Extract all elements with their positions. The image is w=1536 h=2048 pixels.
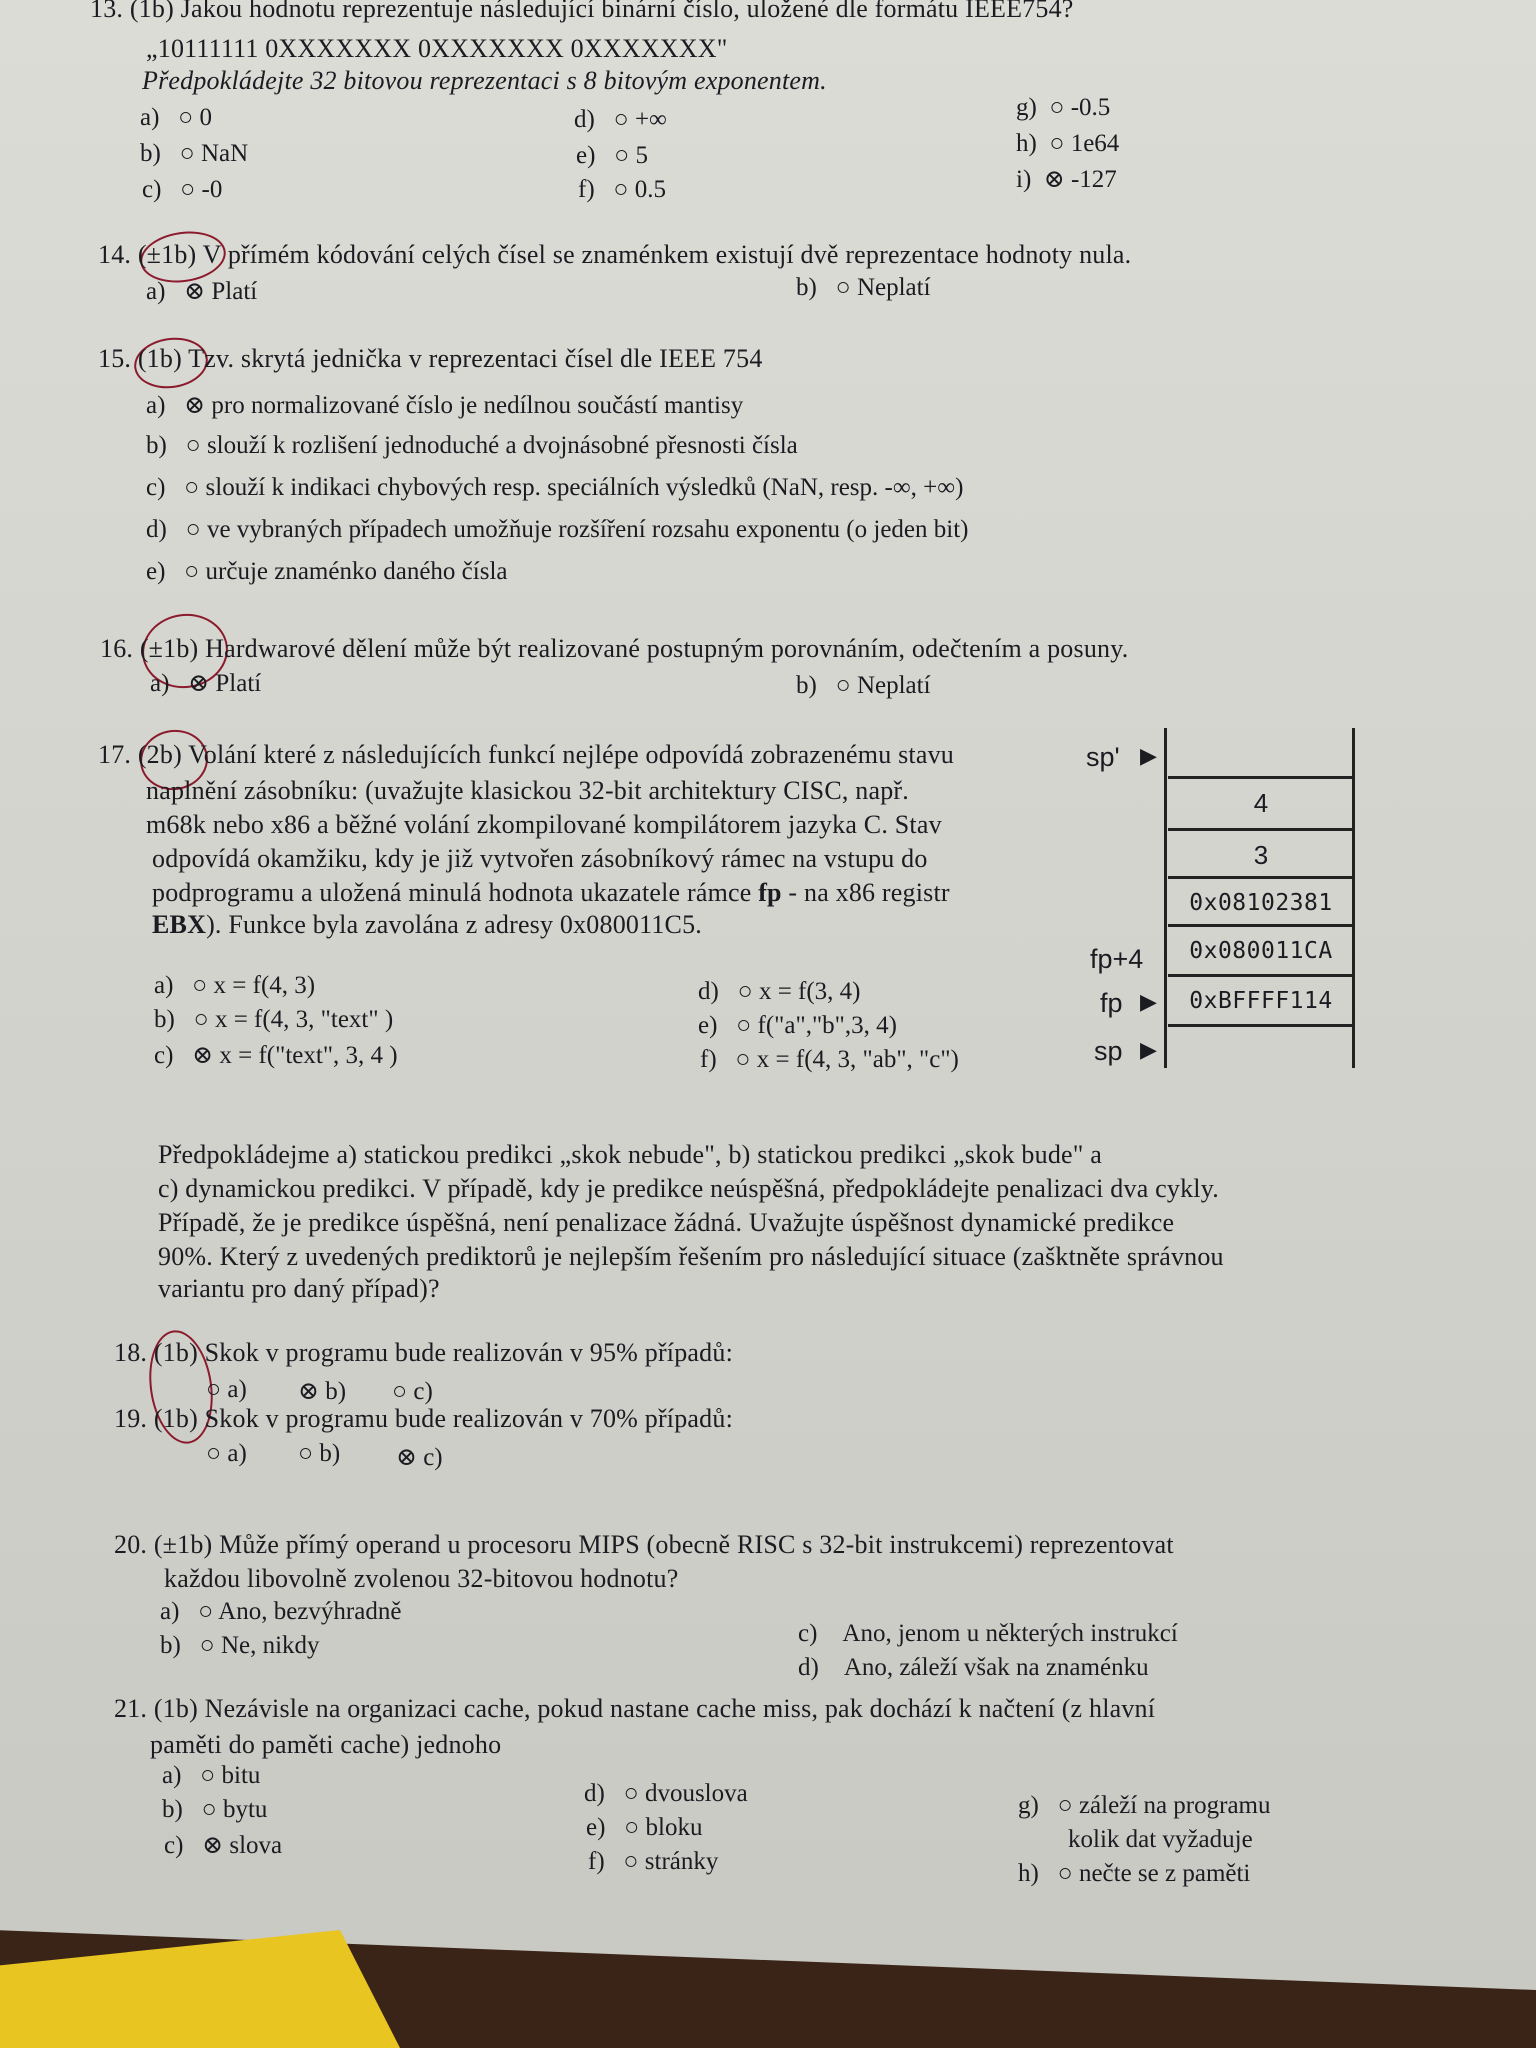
stack-left-border xyxy=(1164,728,1167,1068)
q14-option-b[interactable]: b) ○ Neplatí xyxy=(796,274,931,301)
stack-cell-2: 3 xyxy=(1168,828,1354,879)
q17-line-4: odpovídá okamžiku, kdy je již vytvořen zásobníkový rámec na vstupu do xyxy=(152,844,928,873)
q20-heading: 20. (±1b) Může přímý operand u procesoru MIPS (obecně RISC s 32-bit instrukcemi) reprezentovat xyxy=(114,1530,1174,1559)
q15-option-a[interactable]: a) ⊗ pro normalizované číslo je nedílnou součástí mantisy xyxy=(146,392,744,419)
sp-arrow-icon: ▶ xyxy=(1140,1038,1157,1063)
q13-option-d[interactable]: d) ○ +∞ xyxy=(574,106,667,133)
q19-option-a[interactable]: ○ a) xyxy=(206,1440,247,1467)
prediction-intro-1: Předpokládejme a) statickou predikci „skok nebude", b) statickou predikci „skok bude" a xyxy=(158,1140,1103,1169)
stack-label-fp: fp xyxy=(1100,988,1123,1018)
q17-option-b[interactable]: b) ○ x = f(4, 3, "text" ) xyxy=(154,1006,394,1033)
prediction-intro-3: Případě, že je predikce úspěšná, není penalizace žádná. Uvažujte úspěšnost dynamické predikce xyxy=(158,1208,1175,1237)
q17-line-6: EBX). Funkce byla zavolána z adresy 0x080011C5. xyxy=(152,910,702,939)
q15-heading: 15. (1b) Tzv. skrytá jednička v reprezentaci čísel dle IEEE 754 xyxy=(98,344,763,373)
q13-binary: „10111111 0XXXXXXX 0XXXXXXX 0XXXXXXX" xyxy=(146,34,728,63)
q16-option-b[interactable]: b) ○ Neplatí xyxy=(796,672,931,699)
q17-option-c[interactable]: c) ⊗ x = f("text", 3, 4 ) xyxy=(154,1042,398,1069)
q17-line-5: podprogramu a uložená minulá hodnota ukazatele rámce fp - na x86 registr xyxy=(152,878,950,907)
q13-note: Předpokládejte 32 bitovou reprezentaci s 8 bitovým exponentem. xyxy=(142,66,827,95)
stack-cell-4: 0x080011CA xyxy=(1168,924,1354,975)
q20-option-a[interactable]: a) ○ Ano, bezvýhradně xyxy=(160,1598,402,1625)
q16-heading: 16. (±1b) Hardwarové dělení může být realizované postupným porovnáním, odečtením a posuny. xyxy=(100,634,1129,663)
stack-label-sp-prime: sp' xyxy=(1086,742,1120,772)
q17-option-e[interactable]: e) ○ f("a","b",3, 4) xyxy=(698,1012,897,1039)
q18-option-b[interactable]: ⊗ b) xyxy=(298,1378,347,1405)
q13-option-f[interactable]: f) ○ 0.5 xyxy=(578,176,667,203)
q13-option-e[interactable]: e) ○ 5 xyxy=(576,142,649,169)
q20-option-c[interactable]: c) Ano, jenom u některých instrukcí xyxy=(798,1620,1178,1647)
q15-option-e[interactable]: e) ○ určuje znaménko daného čísla xyxy=(146,558,508,585)
q13-option-g[interactable]: g) ○ -0.5 xyxy=(1016,94,1111,121)
q17-line-2: naplnění zásobníku: (uvažujte klasickou 32-bit architektury CISC, např. xyxy=(146,776,909,805)
q13-number: 13. xyxy=(90,0,124,23)
q13-option-a[interactable]: a) ○ 0 xyxy=(140,104,213,131)
stack-cell-6 xyxy=(1168,1024,1354,1075)
q21-option-e[interactable]: e) ○ bloku xyxy=(586,1814,703,1841)
q13-heading xyxy=(90,0,1074,24)
q20-line-2: každou libovolně zvolenou 32-bitovou hodnotu? xyxy=(164,1564,679,1593)
prediction-intro-4: 90%. Který z uvedených prediktorů je nejlepším řešením pro následující situace (zašktněte správnou xyxy=(158,1242,1224,1271)
prediction-intro-2: c) dynamickou predikci. V případě, kdy je predikce neúspěšná, předpokládejte penalizaci dva cykly. xyxy=(158,1174,1219,1203)
q17-option-d[interactable]: d) ○ x = f(3, 4) xyxy=(698,978,861,1005)
stack-cell-3: 0x08102381 xyxy=(1168,876,1354,927)
prediction-intro-5: variantu pro daný případ)? xyxy=(158,1274,440,1303)
stack-label-sp: sp xyxy=(1094,1036,1123,1066)
q21-option-d[interactable]: d) ○ dvouslova xyxy=(584,1780,748,1807)
q17-line-3: m68k nebo x86 a běžné volání zkompilované kompilátorem jazyka C. Stav xyxy=(146,810,942,839)
q21-option-h[interactable]: h) ○ nečte se z paměti xyxy=(1018,1860,1251,1887)
q13-text: Jakou hodnotu reprezentuje následující binární číslo, uložené dle formátu IEEE754? xyxy=(180,0,1074,23)
q21-option-c[interactable]: c) ⊗ slova xyxy=(164,1832,283,1859)
q19-option-c[interactable]: ⊗ c) xyxy=(396,1444,443,1471)
q17-option-f[interactable]: f) ○ x = f(4, 3, "ab", "c") xyxy=(700,1046,959,1073)
q21-option-g-cont: kolik dat vyžaduje xyxy=(1068,1826,1253,1853)
q13-option-i[interactable]: i) ⊗ -127 xyxy=(1016,166,1117,193)
stack-cell-5: 0xBFFFF114 xyxy=(1168,974,1354,1025)
q17-option-a[interactable]: a) ○ x = f(4, 3) xyxy=(154,972,316,999)
q21-line-2: paměti do paměti cache) jednoho xyxy=(150,1730,502,1759)
stack-label-fp-plus4: fp+4 xyxy=(1090,944,1144,974)
q21-heading: 21. (1b) Nezávisle na organizaci cache, pokud nastane cache miss, pak dochází k načtení (z hlavní xyxy=(114,1694,1156,1723)
stack-cell-1: 4 xyxy=(1168,776,1354,827)
q15-option-b[interactable]: b) ○ slouží k rozlišení jednoduché a dvojnásobné přesnosti čísla xyxy=(146,432,798,459)
q14-heading: 14. (±1b) V přímém kódování celých čísel se znaménkem existují dvě reprezentace hodnoty nula. xyxy=(98,240,1132,269)
q13-points: (1b) xyxy=(129,0,174,23)
q13-option-h[interactable]: h) ○ 1e64 xyxy=(1016,130,1120,157)
q14-option-a[interactable]: a) ⊗ Platí xyxy=(146,278,258,305)
q20-option-b[interactable]: b) ○ Ne, nikdy xyxy=(160,1632,320,1659)
q21-option-a[interactable]: a) ○ bitu xyxy=(162,1762,261,1789)
q18-heading: 18. (1b) Skok v programu bude realizován v 95% případů: xyxy=(114,1338,733,1367)
q19-heading: 19. (1b) Skok v programu bude realizován v 70% případů: xyxy=(114,1404,733,1433)
q15-option-c[interactable]: c) ○ slouží k indikaci chybových resp. speciálních výsledků (NaN, resp. -∞, +∞) xyxy=(146,474,964,501)
q18-option-c[interactable]: ○ c) xyxy=(392,1378,433,1405)
q19-option-b[interactable]: ○ b) xyxy=(298,1440,341,1467)
q21-option-g[interactable]: g) ○ záleží na programu xyxy=(1018,1792,1271,1819)
q18-option-a[interactable]: ○ a) xyxy=(206,1376,247,1403)
q16-option-a[interactable]: a) ⊗ Platí xyxy=(150,670,262,697)
q13-option-c[interactable]: c) ○ -0 xyxy=(142,176,223,203)
q13-option-b[interactable]: b) ○ NaN xyxy=(140,140,249,167)
q17-line-1: 17. (2b) Volání které z následujících funkcí nejlépe odpovídá zobrazenému stavu xyxy=(98,740,954,769)
yellow-folder xyxy=(0,1930,400,2048)
fp-arrow-icon: ▶ xyxy=(1140,990,1157,1015)
q21-option-b[interactable]: b) ○ bytu xyxy=(162,1796,268,1823)
sp-prime-arrow-icon: ▶ xyxy=(1140,744,1157,769)
q20-option-d[interactable]: d) Ano, záleží však na znaménku xyxy=(798,1654,1149,1681)
q21-option-f[interactable]: f) ○ stránky xyxy=(588,1848,719,1875)
q15-option-d[interactable]: d) ○ ve vybraných případech umožňuje rozšíření rozsahu exponentu (o jeden bit) xyxy=(146,516,969,543)
